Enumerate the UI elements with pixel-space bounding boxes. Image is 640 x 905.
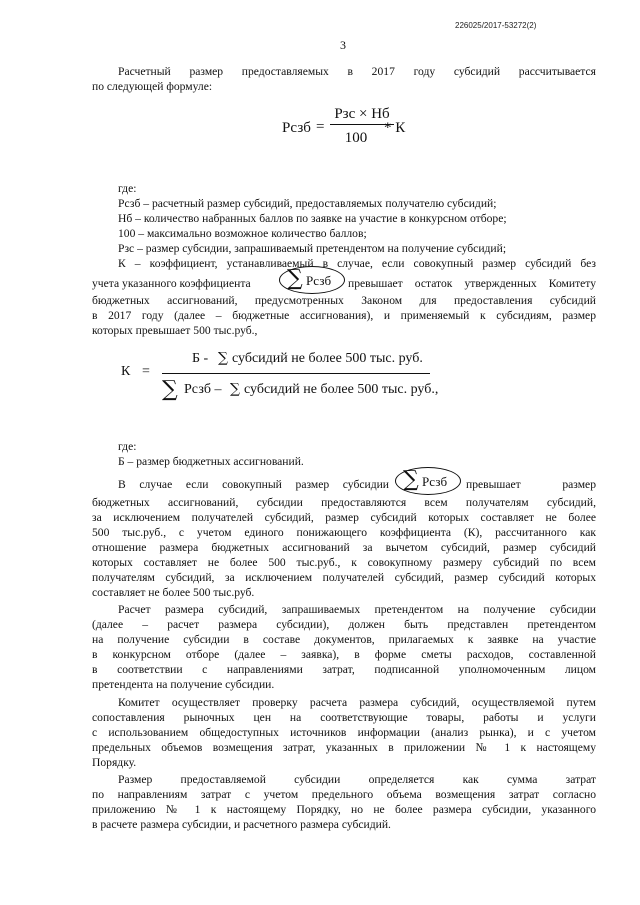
formula1-times-k: * К	[384, 120, 406, 136]
formula1-numerator: Рзс × Нб	[334, 106, 390, 122]
para4-line: Размер предоставляемой субсидии определяется как сумма затрат	[118, 773, 596, 786]
para1-line-1-before: В случае если совокупный размер субсидии	[118, 478, 389, 491]
sum-term: Рсзб	[306, 273, 332, 288]
para1-line-1-after: превышает размер	[466, 478, 596, 491]
legend1-k-line-4: в 2017 году (далее – бюджетные ассигнования), и применяемый к субсидиям, размер	[92, 309, 596, 322]
formula1-lhs: Рсзб	[282, 120, 311, 136]
para1-line: отношение размера бюджетных ассигнований за вычетом субсидий, размер субсидий	[92, 541, 596, 554]
formula2-den-text: субсидий не более 500 тыс. руб.,	[244, 382, 439, 397]
para3-line: Порядку.	[92, 756, 137, 769]
para3-line: с использованием общедоступных источников информации (анализ рынка), и с учетом	[92, 726, 596, 739]
para1-line: 500 тыс.руб., с учетом единого понижающего коэффициента (К), рассчитанного как	[92, 526, 596, 539]
para3-line: предельных объемов возмещения затрат, указанных в приложении № 1 к настоящему	[92, 741, 596, 754]
formula2-lhs: К	[121, 364, 131, 379]
para1-line: бюджетных ассигнований, субсидии предоставляются всем получателям субсидий,	[92, 496, 596, 509]
page-number: 3	[340, 38, 346, 52]
legend1-k-line-1: К – коэффициент, устанавливаемый в случае, если совокупный размер субсидий без	[118, 257, 596, 270]
para1-line: получателям субсидий, за исключением получателей субсидий, размер субсидий которых	[92, 571, 596, 584]
para1-line: за исключением получателей субсидий, размер субсидий которых составляет не более	[92, 511, 596, 524]
para2-line: Расчет размера субсидий, запрашиваемых претендентом на получение субсидии	[118, 603, 596, 616]
legend1-item: Нб – количество набранных баллов по заявке на участие в конкурсном отборе;	[118, 212, 507, 225]
legend1-k-line-5: которых превышает 500 тыс.руб.,	[92, 324, 258, 337]
intro-line-1: Расчетный размер предоставляемых в 2017 году субсидий рассчитывается	[118, 65, 596, 78]
para2-line: в соответствии с направлениями затрат, подписанной уполномоченным лицом	[92, 663, 596, 676]
legend1-item: Рзс – размер субсидии, запрашиваемый претендентом на получение субсидий;	[118, 242, 507, 255]
legend1-k-line-3: бюджетных ассигнований, предусмотренных Законом для предоставления субсидий	[92, 294, 596, 307]
para4-line: в расчете размера субсидии, и расчетного размера субсидий.	[92, 818, 391, 831]
para1-line: составляет не более 500 тыс.руб.	[92, 586, 255, 599]
para3-line: сопоставления рыночных цен на соответствующие товары, работы и услуги	[92, 711, 596, 724]
formula2-den-sum: ∑	[230, 381, 240, 397]
formula2-equals: =	[142, 364, 150, 379]
para3-line: Комитет осуществляет проверку расчета размера субсидий, осуществляемой путем	[118, 696, 596, 709]
para2-line: на получение субсидии в составе документов, прилагаемых к заявке на участие	[92, 633, 596, 646]
para4-line: приложению № 1 к настоящему Порядку, но не более размера субсидии, указанного	[92, 803, 596, 816]
para2-line: (далее – расчет размера субсидии), должен быть представлен претендентом	[92, 618, 596, 631]
sum-symbol: ∑	[403, 467, 419, 492]
sum-symbol: ∑	[287, 266, 303, 291]
legend1-item: Рсзб – расчетный размер субсидий, предоставляемых получателю субсидий;	[118, 197, 497, 210]
para4-line: по направлениям затрат с учетом предельного объема возмещения затрат согласно	[92, 788, 596, 801]
formula2-den-term: Рсзб –	[184, 382, 222, 397]
para1-line: которых составляет не более 500 тыс.руб., к совокупному размеру субсидий по всем	[92, 556, 596, 569]
legend1-k-line-2-after: превышает остаток утвержденных Комитету	[348, 277, 596, 290]
formula2-num-prefix: Б -	[192, 351, 209, 366]
formula2-num-sum: ∑	[218, 350, 228, 366]
legend2-where: где:	[118, 440, 137, 453]
formula2-den-big-sum: ∑	[162, 377, 178, 402]
legend1-item: 100 – максимально возможное количество баллов;	[118, 227, 367, 240]
formula1-equals: =	[316, 119, 325, 135]
formula2-fraction-bar	[162, 373, 430, 374]
legend2-b-def: Б – размер бюджетных ассигнований.	[118, 455, 304, 468]
legend1-where: где:	[118, 182, 137, 195]
para2-line: претендента на получение субсидии.	[92, 678, 275, 691]
legend1-k-line-2-before: учета указанного коэффициента	[92, 277, 251, 290]
intro-line-2: по следующей формуле:	[92, 80, 213, 93]
formula1-denominator: 100	[344, 130, 368, 146]
document-id: 226025/2017-53272(2)	[455, 21, 537, 30]
sum-term: Рсзб	[422, 474, 448, 489]
para2-line: в конкурсном отборе (далее – заявка), в форме сметы расходов, составленной	[92, 648, 596, 661]
formula2-num-text: субсидий не более 500 тыс. руб.	[232, 351, 423, 366]
